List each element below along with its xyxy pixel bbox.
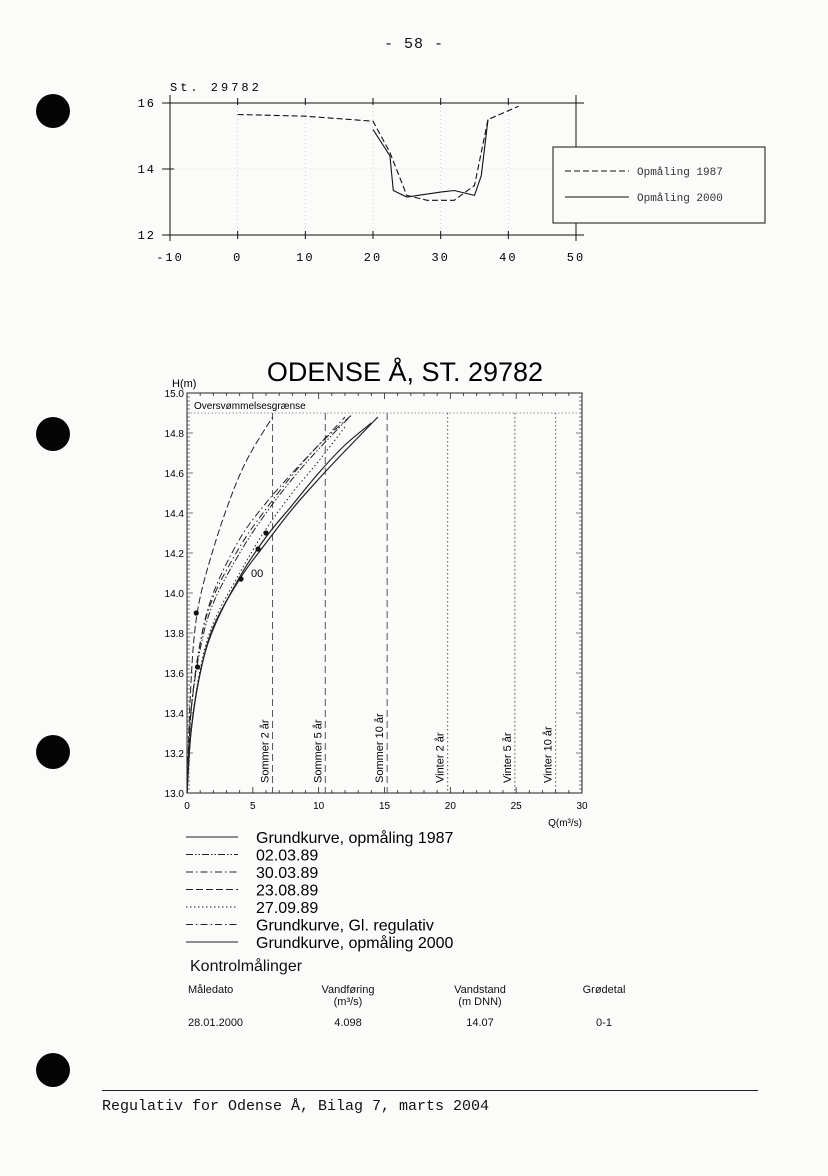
punch-hole-4 — [36, 1053, 70, 1087]
return-period-label: Sommer 10 år — [374, 713, 387, 783]
measurement-point — [263, 530, 268, 535]
x-tick-label: 20 — [363, 251, 383, 265]
measurement-point — [194, 610, 199, 615]
y-tick-label: 15.0 — [164, 389, 184, 400]
y-tick-label: 14.0 — [164, 589, 184, 600]
page-number: - 58 - — [384, 36, 445, 53]
y-tick-label: 13.8 — [164, 629, 184, 640]
x-tick-label: 5 — [250, 801, 256, 812]
y-tick-label: 14.6 — [164, 469, 184, 480]
x-axis-label: Q(m³/s) — [548, 818, 582, 829]
legend-label: Grundkurve, opmåling 2000 — [256, 935, 454, 952]
legend-label: Grundkurve, Gl. regulativ — [256, 917, 434, 935]
cell-date: 28.01.2000 — [188, 1017, 244, 1029]
legend-label: Opmåling 1987 — [637, 167, 723, 179]
header-maaledato: Måledato — [188, 984, 234, 996]
y-axis-label: H(m) — [172, 378, 197, 390]
curve-1 — [187, 417, 378, 793]
x-tick-label: 25 — [510, 801, 522, 812]
table-row — [180, 1014, 660, 1029]
x-tick-label: -10 — [156, 251, 184, 265]
cell-discharge: 4.098 — [334, 1017, 362, 1029]
x-tick-label: 10 — [296, 251, 315, 265]
cell-weed-index: 0-1 — [596, 1017, 612, 1029]
measurement-point — [195, 664, 200, 669]
return-period-label: Vinter 5 år — [501, 732, 514, 783]
legend-label: Grundkurve, opmåling 1987 — [256, 830, 454, 847]
return-period-label: Vinter 2 år — [434, 732, 447, 783]
x-tick-label: 0 — [184, 801, 190, 812]
footer-text: Regulativ for Odense Å, Bilag 7, marts 2004 — [102, 1098, 490, 1115]
legend-label: 02.03.89 — [256, 847, 319, 865]
x-tick-label: 50 — [566, 251, 586, 265]
y-tick-label: 14.8 — [164, 429, 184, 440]
header-vandstand: Vandstand (m DNN) — [454, 984, 506, 1008]
station-label: St. 29782 — [170, 81, 262, 95]
x-tick-label: 40 — [499, 251, 518, 265]
legend-label: 27.09.89 — [256, 900, 319, 917]
legend-label: 23.08.89 — [256, 882, 319, 900]
chart-title: ODENSE Å, ST. 29782 — [266, 357, 544, 387]
y-tick-label: 16 — [137, 97, 156, 111]
x-tick-label: 20 — [444, 801, 456, 812]
legend-label: Opmåling 2000 — [637, 193, 723, 205]
x-tick-label: 0 — [233, 251, 243, 265]
flood-level-label: Oversvømmelsesgrænse — [194, 401, 306, 412]
cell-level: 14.07 — [466, 1017, 494, 1029]
return-period-label: Vinter 10 år — [542, 726, 555, 783]
y-tick-label: 13.2 — [164, 749, 184, 760]
header-groedetal: Grødetal — [582, 984, 626, 996]
measurement-point — [256, 546, 261, 551]
x-tick-label: 30 — [431, 251, 450, 265]
footer-rule — [102, 1090, 758, 1091]
legend-label: 30.03.89 — [256, 865, 319, 882]
y-tick-label: 13.6 — [164, 669, 184, 680]
y-tick-label: 14.2 — [164, 549, 184, 560]
return-period-label: Sommer 5 år — [312, 719, 325, 783]
y-tick-label: 14 — [137, 163, 156, 177]
x-tick-label: 30 — [576, 801, 588, 812]
header-vandfoering: Vandføring (m³/s) — [321, 984, 375, 1008]
curve-7 — [187, 423, 371, 793]
y-tick-label: 13.4 — [164, 709, 184, 720]
x-tick-label: 15 — [378, 801, 391, 812]
table-header-row — [180, 984, 660, 1014]
return-period-label: Sommer 2 år — [259, 719, 272, 783]
measurement-point — [238, 576, 243, 581]
y-tick-label: 12 — [137, 229, 156, 243]
y-tick-label: 13.0 — [164, 789, 184, 800]
x-tick-label: 10 — [313, 801, 325, 812]
control-measurements-table — [180, 984, 660, 1029]
control-measurements-title: Kontrolmålinger — [190, 958, 303, 975]
point-label: 00 — [250, 568, 264, 580]
y-tick-label: 14.4 — [164, 509, 184, 520]
